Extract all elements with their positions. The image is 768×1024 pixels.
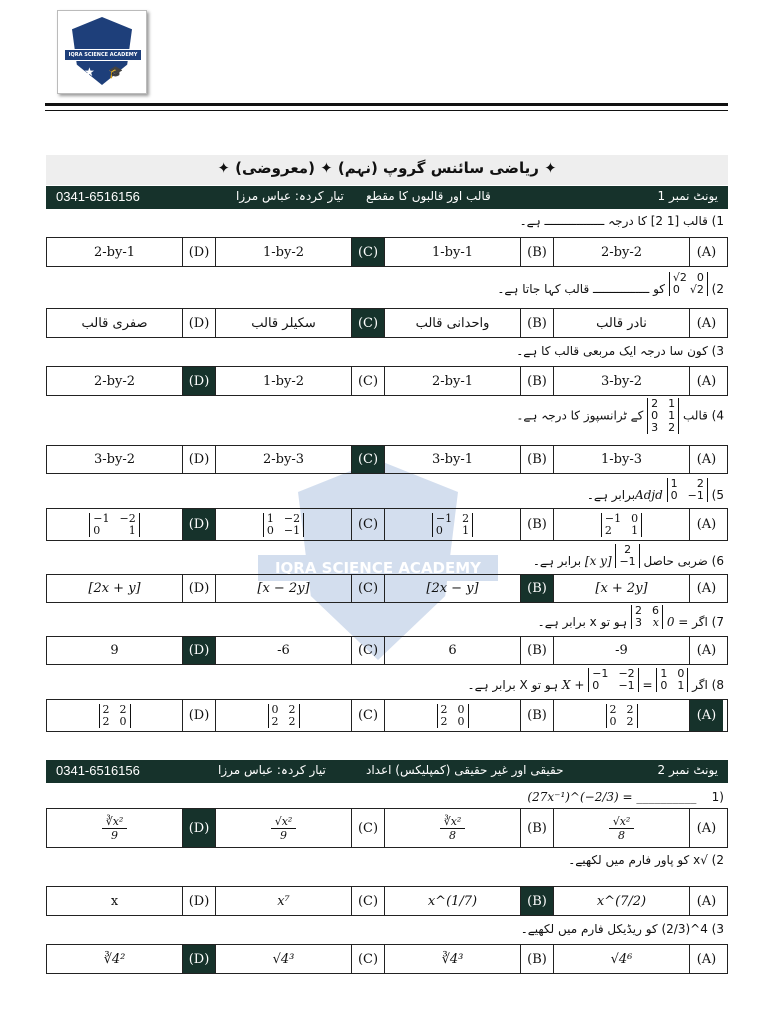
option-b[interactable]: ∛4³ xyxy=(385,945,521,973)
letter-b: (B) xyxy=(521,509,554,540)
letter-d: (D) xyxy=(183,637,216,664)
letter-b: (B) xyxy=(521,809,554,847)
unit-1-number: یونٹ نمبر 1 xyxy=(657,189,718,203)
unit-2-phone: 0341-6516156 xyxy=(56,763,140,778)
options-1-1 xyxy=(46,237,728,267)
letter-b: (B) xyxy=(521,367,554,395)
unit-2-header xyxy=(46,760,728,783)
letter-a: (A) xyxy=(696,643,717,658)
option-b[interactable]: 1-by-1 xyxy=(385,238,521,266)
graduation-cap-icon: 🎓 xyxy=(108,65,123,79)
option-b[interactable]: $\frac{\text{∛x²}}{8}$ xyxy=(385,809,521,847)
options-1-5 xyxy=(46,508,728,541)
options-2-2 xyxy=(46,886,728,916)
letter-b: (B) xyxy=(521,309,554,337)
option-c[interactable]: 1-by-2 xyxy=(216,367,352,395)
option-c[interactable]: 0 2 2 2 xyxy=(216,700,352,731)
letter-c: (C) xyxy=(352,238,385,266)
matrix: 2 1 0 1 3 2 xyxy=(647,398,679,434)
letter-a: (A) xyxy=(696,517,717,532)
option-a[interactable]: 3-by-2 xyxy=(554,367,690,395)
title-band xyxy=(46,155,728,185)
option-c[interactable]: -6 xyxy=(216,637,352,664)
letter-a: (A) xyxy=(690,700,723,731)
letter-a: (A) xyxy=(696,581,717,596)
option-b[interactable]: [2x − y] xyxy=(385,575,521,602)
letter-d: (D) xyxy=(183,446,216,473)
question-2-1: (27x⁻¹)^(−2/3) = __________ 1) xyxy=(527,790,724,804)
letter-d: (D) xyxy=(183,309,216,337)
option-b[interactable]: x^(1/7) xyxy=(385,887,521,915)
option-a[interactable]: 1-by-3 xyxy=(554,446,690,473)
option-c[interactable]: x⁷ xyxy=(216,887,352,915)
option-c[interactable]: 2-by-3 xyxy=(216,446,352,473)
option-d[interactable]: 2-by-2 xyxy=(47,367,183,395)
unit-2-number: یونٹ نمبر 2 xyxy=(657,763,718,777)
letter-b: (B) xyxy=(521,887,554,915)
watermark-text: IQRA SCIENCE ACADEMY xyxy=(258,555,498,581)
letter-c: (C) xyxy=(352,309,385,337)
option-a[interactable]: $\frac{\text{√x²}}{8}$ xyxy=(554,809,690,847)
option-c[interactable]: [x − 2y] xyxy=(216,575,352,602)
academy-logo xyxy=(57,10,147,94)
option-d[interactable]: 2-by-1 xyxy=(47,238,183,266)
letter-d: (D) xyxy=(183,575,216,602)
letter-d: (D) xyxy=(183,367,216,395)
letter-b: (B) xyxy=(521,575,554,602)
letter-c: (C) xyxy=(352,509,385,540)
option-b[interactable]: 6 xyxy=(385,637,521,664)
question-1-4: 4) قالب 2 1 0 1 3 2 کے ٹرانسپوز کا درجہ ہے۔ xyxy=(516,397,724,434)
options-1-6 xyxy=(46,574,728,603)
options-1-8 xyxy=(46,699,728,732)
header-rule-thick xyxy=(45,103,728,106)
option-a[interactable]: √4⁶ xyxy=(554,945,690,973)
letter-c: (C) xyxy=(352,700,385,731)
letter-d: (D) xyxy=(183,945,216,973)
option-b[interactable]: 2-by-1 xyxy=(385,367,521,395)
question-1-6: 6) ضربی حاصل 2 −1 [x y] برابر ہے۔ xyxy=(532,543,724,568)
question-2-2: 2) √x کو پاور فارم میں لکھیے۔ xyxy=(568,853,724,867)
option-d[interactable]: 9 xyxy=(47,637,183,664)
letter-d: (D) xyxy=(183,700,216,731)
letter-a: (A) xyxy=(696,244,717,260)
options-1-3 xyxy=(46,366,728,396)
letter-a: (A) xyxy=(696,820,717,836)
question-1-2: 2) √2 0 0 √2 کو ــــــــــــــــ قالب کہا جاتا ہے۔ xyxy=(497,271,724,296)
letter-c: (C) xyxy=(352,809,385,847)
option-c[interactable]: 1 −2 0 −1 xyxy=(216,509,352,540)
unit-2-prepared-by: تیار کردہ: عباس مرزا xyxy=(218,763,326,777)
options-1-4 xyxy=(46,445,728,474)
letter-b: (B) xyxy=(521,238,554,266)
letter-a: (A) xyxy=(696,893,717,909)
option-d[interactable]: ∛4² xyxy=(47,945,183,973)
unit-1-header xyxy=(46,186,728,209)
determinant: 2 6 3 x xyxy=(631,605,663,629)
unit-1-prepared-by: تیار کردہ: عباس مرزا xyxy=(236,189,344,203)
question-2-3: 3) 4^(2/3) کو ریڈیکل فارم میں لکھیے۔ xyxy=(520,922,724,936)
option-b[interactable]: 3-by-1 xyxy=(385,446,521,473)
matrix: √2 0 0 √2 xyxy=(669,272,708,296)
options-2-3 xyxy=(46,944,728,974)
option-d[interactable]: x xyxy=(47,887,183,915)
letter-a: (A) xyxy=(696,373,717,389)
letter-b: (B) xyxy=(521,637,554,664)
option-d[interactable]: [2x + y] xyxy=(47,575,183,602)
letter-b: (B) xyxy=(521,700,554,731)
option-d[interactable]: 2 2 2 0 xyxy=(47,700,183,731)
option-a[interactable]: [x + 2y] xyxy=(554,575,690,602)
option-a[interactable]: 2-by-2 xyxy=(554,238,690,266)
letter-d: (D) xyxy=(183,809,216,847)
option-b[interactable]: 2 0 2 0 xyxy=(385,700,521,731)
letter-d: (D) xyxy=(183,509,216,540)
option-c[interactable]: 1-by-2 xyxy=(216,238,352,266)
option-d[interactable]: صفری قالب xyxy=(47,309,183,337)
unit-1-phone: 0341-6516156 xyxy=(56,189,140,204)
question-1-7: 7) اگر = 0 2 6 3 x ہو تو x برابر ہے۔ xyxy=(537,604,724,629)
letter-c: (C) xyxy=(352,367,385,395)
options-2-1 xyxy=(46,808,728,848)
question-1-3: 3) کون سا درجہ ایک مربعی قالب کا ہے۔ xyxy=(516,344,724,358)
letter-a: (A) xyxy=(696,315,717,331)
option-a[interactable]: −1 0 2 1 xyxy=(554,509,690,540)
letter-c: (C) xyxy=(352,575,385,602)
letter-a: (A) xyxy=(696,951,717,967)
option-b[interactable]: واحدانی قالب xyxy=(385,309,521,337)
logo-band-text: IQRA SCIENCE ACADEMY xyxy=(64,49,142,61)
unit-1-topic: قالب اور قالبوں کا مقطع xyxy=(366,189,491,203)
question-1-1: 1) قالب [1 2] کا درجہ ـــــــــــــــــ ہے۔ xyxy=(519,214,724,228)
letter-c: (C) xyxy=(352,637,385,664)
letter-c: (C) xyxy=(352,945,385,973)
option-c[interactable]: سکیلر قالب xyxy=(216,309,352,337)
unit-2-topic: حقیقی اور غیر حقیقی (کمپلیکس) اعداد xyxy=(366,763,564,777)
letter-b: (B) xyxy=(521,446,554,473)
option-a[interactable]: -9 xyxy=(554,637,690,664)
header-rule-thin xyxy=(45,110,728,111)
letter-d: (D) xyxy=(183,887,216,915)
letter-a: (A) xyxy=(696,452,717,467)
option-d[interactable]: −1 −2 0 1 xyxy=(47,509,183,540)
letter-c: (C) xyxy=(352,446,385,473)
option-a[interactable]: x^(7/2) xyxy=(554,887,690,915)
column-matrix: 2 −1 xyxy=(615,544,639,568)
star-icon: ★ xyxy=(84,65,95,79)
letter-d: (D) xyxy=(183,238,216,266)
options-1-2 xyxy=(46,308,728,338)
letter-c: (C) xyxy=(352,887,385,915)
option-d[interactable]: $\frac{\text{∛x²}}{9}$ xyxy=(47,809,183,847)
matrix: 1 2 0 −1 xyxy=(667,478,708,502)
page-title: ✦ ریاضی سائنس گروپ (نہم) ✦ (معروضی) ✦ xyxy=(217,159,557,177)
option-c[interactable]: $\frac{\text{√x²}}{9}$ xyxy=(216,809,352,847)
option-c[interactable]: √4³ xyxy=(216,945,352,973)
option-a[interactable]: نادر قالب xyxy=(554,309,690,337)
question-1-8: 8) اگر X + −1 −2 0 −1 = 1 0 0 1 ہو تو X برابر ہے۔ xyxy=(467,667,724,692)
options-1-7 xyxy=(46,636,728,665)
option-b[interactable]: −1 2 0 1 xyxy=(385,509,521,540)
option-a[interactable]: 2 2 0 2 xyxy=(554,700,690,731)
question-1-5: 5) 1 2 0 −1 Adjdبرابر ہے۔ xyxy=(586,477,724,502)
option-d[interactable]: 3-by-2 xyxy=(47,446,183,473)
letter-b: (B) xyxy=(521,945,554,973)
